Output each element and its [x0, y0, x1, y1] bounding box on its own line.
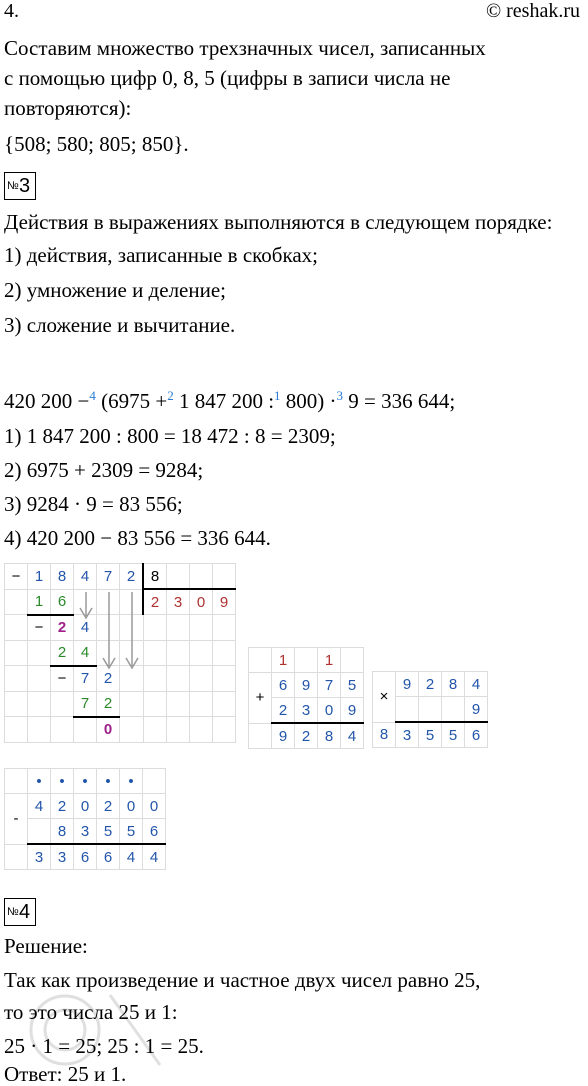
rule-line: 1) действия, записанные в скобках;: [4, 243, 319, 267]
grid-cell: 4: [28, 794, 51, 819]
grid-cell: [143, 666, 167, 692]
grid-cell: [167, 717, 190, 743]
step-line: 1) 1 847 200 : 800 = 18 472 : 8 = 2309;: [4, 424, 336, 448]
grid-cell: 0: [318, 698, 341, 724]
grid-cell: [143, 615, 167, 641]
step-line: 2) 6975 + 2309 = 9284;: [4, 458, 204, 482]
grid-cell: 9: [295, 673, 318, 698]
site-credit: © reshak.ru: [485, 0, 580, 22]
grid-cell: 2: [295, 723, 318, 749]
grid-cell: [28, 666, 51, 692]
grid-cell: [190, 564, 213, 590]
grid-cell: 2: [143, 589, 167, 615]
grid-cell: [5, 640, 28, 666]
grid-cell: [190, 666, 213, 692]
grid-cell: [120, 717, 144, 743]
grid-cell: [28, 691, 51, 717]
grid-cell: 2: [51, 794, 74, 819]
task2-line: с помощью цифр 0, 8, 5 (цифры в записи числа не: [4, 66, 451, 90]
borrow-dot: •: [120, 769, 143, 794]
grid-cell: 1: [28, 564, 51, 590]
grid-cell: [167, 640, 190, 666]
grid-cell: [74, 717, 97, 743]
grid-cell: 5: [120, 819, 143, 845]
carry-digit: 1: [318, 648, 341, 673]
grid-cell: 5: [442, 722, 465, 748]
expr-part: 800): [285, 389, 325, 413]
grid-cell: [5, 615, 28, 641]
grid-cell: 6: [97, 844, 120, 870]
grid-cell: 6: [272, 673, 295, 698]
grid-cell: 6: [74, 844, 97, 870]
grid-cell: [213, 666, 236, 692]
solution-line: Решение:: [4, 934, 88, 958]
grid-cell: 8: [143, 564, 167, 590]
grid-cell: [213, 691, 236, 717]
grid-cell: [5, 589, 28, 615]
grid-cell: 7: [318, 673, 341, 698]
rule-line: 3) сложение и вычитание.: [4, 313, 236, 337]
task2-line: Составим множество трехзначных чисел, записанных: [4, 36, 486, 60]
grid-cell: [143, 769, 166, 794]
grid-cell: 4: [143, 844, 166, 870]
grid-cell: 6: [465, 722, 488, 748]
grid-cell: [5, 666, 28, 692]
grid-cell: [167, 691, 190, 717]
grid-cell: 3: [167, 589, 190, 615]
carry-digit: 1: [272, 648, 295, 673]
grid-cell: 2: [272, 698, 295, 724]
grid-cell: 4: [120, 844, 143, 870]
multiplication-grid: [372, 671, 488, 748]
grid-cell: [167, 615, 190, 641]
grid-cell: [213, 717, 236, 743]
grid-cell: [28, 819, 51, 845]
op-order: 1: [274, 388, 281, 403]
expr-part: 9 = 336 644;: [348, 389, 456, 413]
op-order: 4: [89, 388, 96, 403]
grid-cell: [51, 717, 74, 743]
subtraction-grid: [4, 768, 166, 870]
grid-cell: 2: [419, 672, 442, 697]
grid-cell: [396, 697, 419, 723]
op-order: 2: [167, 388, 174, 403]
borrow-dot: •: [97, 769, 120, 794]
grid-cell: 7: [74, 666, 97, 692]
grid-cell: 3: [295, 698, 318, 724]
grid-cell: 6: [51, 589, 74, 615]
grid-cell: [143, 691, 167, 717]
grid-cell: [419, 697, 442, 723]
grid-cell: 0: [143, 794, 166, 819]
grid-cell: 0: [120, 794, 143, 819]
grid-cell: [5, 717, 28, 743]
grid-cell: [167, 564, 190, 590]
grid-cell: 8: [51, 819, 74, 845]
grid-cell: 8: [51, 564, 74, 590]
number-sign: №: [7, 906, 19, 918]
grid-cell: 5: [97, 819, 120, 845]
grid-cell: 6: [143, 819, 166, 845]
step-line: 3) 9284 · 9 = 83 556;: [4, 492, 183, 516]
plus-sign: +: [249, 673, 272, 724]
rule-line: 2) умножение и деление;: [4, 278, 226, 302]
grid-cell: 9: [213, 589, 236, 615]
grid-cell: [190, 691, 213, 717]
step-line: 4) 420 200 − 83 556 = 336 644.: [4, 526, 271, 550]
bring-down-arrows: [76, 590, 146, 680]
grid-cell: [190, 640, 213, 666]
grid-cell: 5: [419, 722, 442, 748]
task2-line: повторяются):: [4, 96, 132, 120]
grid-cell: [5, 844, 28, 870]
grid-cell: [213, 564, 236, 590]
grid-cell: 9: [465, 697, 488, 723]
grid-cell: 2: [97, 794, 120, 819]
solution-line: 25 · 1 = 25; 25 : 1 = 25.: [4, 1034, 204, 1058]
grid-cell: 3: [396, 722, 419, 748]
grid-cell: [190, 615, 213, 641]
rule-line: Действия в выражениях выполняются в следующем порядке:: [4, 210, 553, 234]
borrow-dot: •: [28, 769, 51, 794]
grid-cell: [341, 648, 364, 673]
answer-line: Ответ: 25 и 1.: [4, 1062, 127, 1086]
solution-line: то это числа 25 и 1:: [4, 1000, 178, 1024]
task-number: 4.: [4, 0, 19, 22]
grid-cell: [5, 769, 28, 794]
number-sign: №: [7, 180, 19, 192]
grid-cell: [28, 640, 51, 666]
minus-sign: -: [5, 794, 28, 845]
grid-cell: 9: [396, 672, 419, 697]
badge-number: 3: [19, 175, 31, 197]
grid-cell: 2: [97, 691, 120, 717]
grid-cell: 3: [51, 844, 74, 870]
expr-part: (6975 +: [101, 389, 168, 413]
grid-cell: −: [51, 666, 74, 692]
grid-cell: 4: [74, 564, 97, 590]
task4-badge: [4, 898, 36, 926]
grid-cell: [249, 723, 272, 749]
expr-part: 1 847 200 :: [178, 389, 275, 413]
grid-cell: [442, 697, 465, 723]
grid-cell: 8: [318, 723, 341, 749]
grid-cell: 5: [341, 673, 364, 698]
grid-cell: [190, 717, 213, 743]
grid-cell: [120, 691, 144, 717]
grid-cell: [213, 640, 236, 666]
grid-cell: 8: [442, 672, 465, 697]
op-order: 3: [336, 388, 344, 403]
grid-cell: [28, 717, 51, 743]
grid-cell: 4: [74, 615, 97, 641]
badge-number: 4: [19, 901, 31, 923]
task3-badge: [4, 172, 36, 200]
grid-cell: −: [28, 615, 51, 641]
grid-cell: [295, 648, 318, 673]
grid-cell: [249, 648, 272, 673]
borrow-dot: •: [51, 769, 74, 794]
grid-cell: 9: [341, 698, 364, 724]
expr-part: ·: [329, 389, 337, 413]
grid-cell: 2: [120, 564, 144, 590]
grid-cell: 7: [97, 564, 120, 590]
task2-answer-set: {508; 580; 805; 850}.: [4, 132, 189, 156]
grid-cell: [213, 615, 236, 641]
grid-cell: 4: [74, 640, 97, 666]
solution-line: Так как произведение и частное двух чисел равно 25,: [4, 968, 481, 992]
grid-cell: [5, 691, 28, 717]
grid-cell: 9: [272, 723, 295, 749]
grid-cell: 0: [97, 717, 120, 743]
grid-cell: [167, 666, 190, 692]
grid-cell: 7: [74, 691, 97, 717]
grid-cell: 0: [190, 589, 213, 615]
times-sign: ×: [373, 672, 396, 723]
grid-cell: 0: [74, 794, 97, 819]
grid-cell: 3: [74, 819, 97, 845]
expression: [4, 384, 455, 413]
grid-cell: 2: [97, 666, 120, 692]
addition-grid: [248, 647, 364, 749]
grid-cell: [143, 717, 167, 743]
grid-cell: [51, 691, 74, 717]
grid-cell: 2: [51, 640, 74, 666]
grid-cell: 4: [465, 672, 488, 697]
grid-cell: 8: [373, 722, 396, 748]
grid-cell: [143, 640, 167, 666]
grid-cell: 4: [341, 723, 364, 749]
borrow-dot: •: [74, 769, 97, 794]
expr-part: 420 200 −: [4, 389, 90, 413]
grid-cell: 2: [51, 615, 74, 641]
grid-cell: −: [5, 564, 28, 590]
grid-cell: 1: [28, 589, 51, 615]
grid-cell: 3: [28, 844, 51, 870]
